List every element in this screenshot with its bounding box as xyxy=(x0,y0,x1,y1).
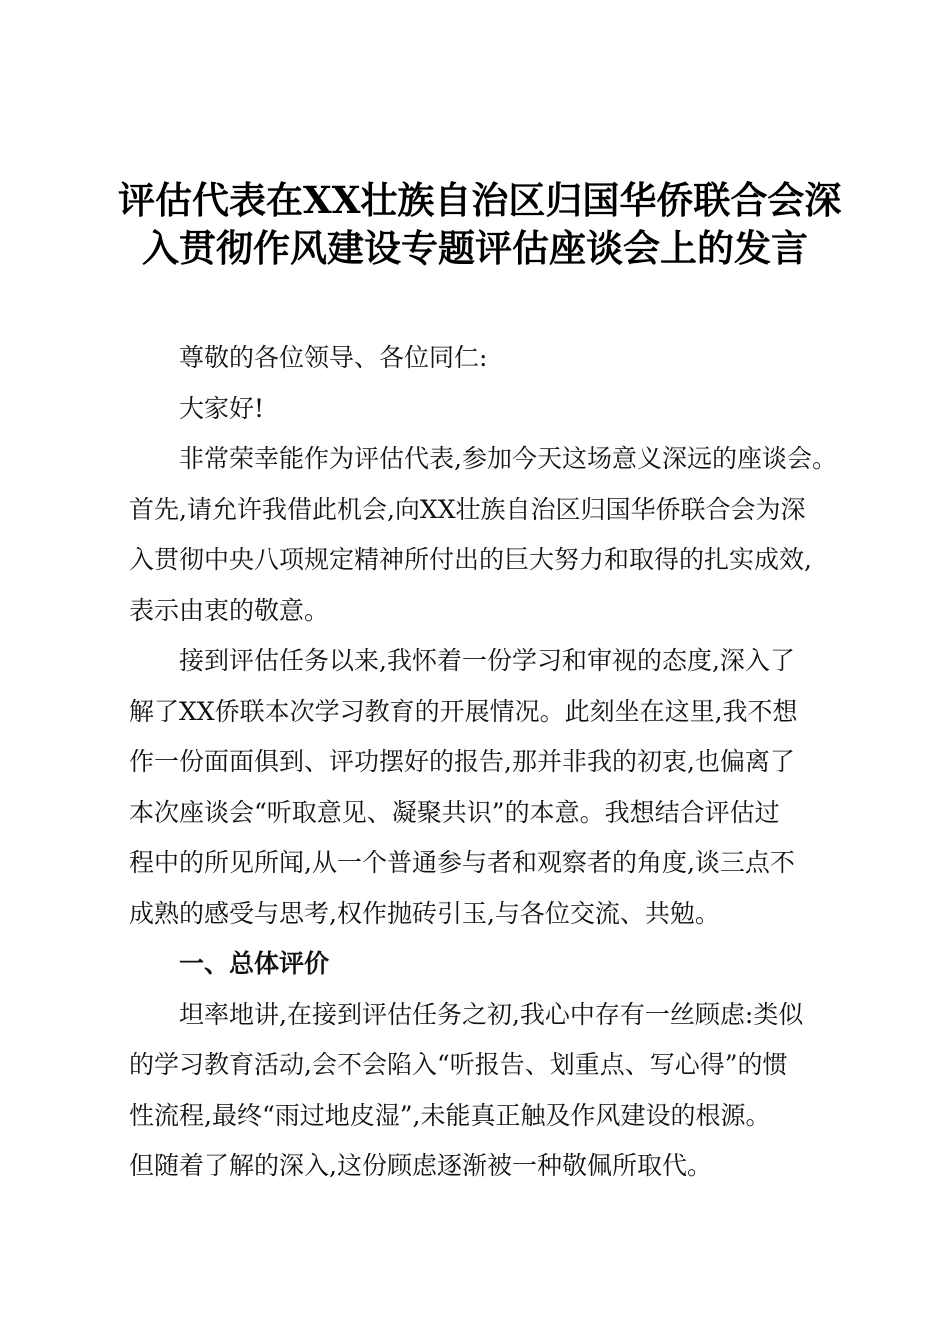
paragraph-1-line: 非常荣幸能作为评估代表,参加今天这场意义深远的座谈会。 xyxy=(179,444,837,473)
paragraph-1-line: 首先,请允许我借此机会,向XX壮族自治区归国华侨联合会为深 xyxy=(129,494,806,524)
paragraph-2-line: 接到评估任务以来,我怀着一份学习和审视的态度,深入了 xyxy=(179,646,795,675)
section-heading: 一、总体评价 xyxy=(179,949,330,978)
paragraph-3-line: 性流程,最终“雨过地皮湿”,未能真正触及作风建设的根源。 xyxy=(129,1100,771,1130)
paragraph-2-line: 作一份面面俱到、评功摆好的报告,那并非我的初衷,也偏离了 xyxy=(129,747,795,776)
paragraph-2-line: 程中的所见所闻,从一个普通参与者和观察者的角度,谈三点不 xyxy=(129,848,795,877)
paragraph-3-line: 的学习教育活动,会不会陷入“听报告、划重点、写心得”的惯 xyxy=(129,1050,788,1079)
title-line-2: 入贯彻作风建设专题评估座谈会上的发言 xyxy=(142,226,808,270)
paragraph-2-line: 本次座谈会“听取意见、凝聚共识”的本意。我想结合评估过 xyxy=(129,797,780,827)
paragraph-2 xyxy=(129,636,843,939)
paragraph-1-line: 表示由衷的敬意。 xyxy=(129,595,330,625)
title-line-1: 评估代表在XX壮族自治区归国华侨联合会深 xyxy=(118,178,842,222)
document-title xyxy=(118,176,842,272)
paragraph-3 xyxy=(129,990,843,1192)
paragraph-2-line: 成熟的感受与思考,权作抛砖引玉,与各位交流、共勉。 xyxy=(129,898,720,928)
document-body xyxy=(129,333,843,1192)
greeting: 大家好! xyxy=(179,393,265,423)
paragraph-1-line: 入贯彻中央八项规定精神所付出的巨大努力和取得的扎实成效, xyxy=(129,545,812,574)
paragraph-3-line: 坦率地讲,在接到评估任务之初,我心中存有一丝顾虑:类似 xyxy=(179,999,804,1029)
paragraph-3-line: 但随着了解的深入,这份顾虑逐渐被一种敬佩所取代。 xyxy=(129,1151,712,1180)
paragraph-1 xyxy=(129,434,843,636)
salutation: 尊敬的各位领导、各位同仁: xyxy=(179,343,488,372)
paragraph-2-line: 解了XX侨联本次学习教育的开展情况。此刻坐在这里,我不想 xyxy=(129,696,798,726)
